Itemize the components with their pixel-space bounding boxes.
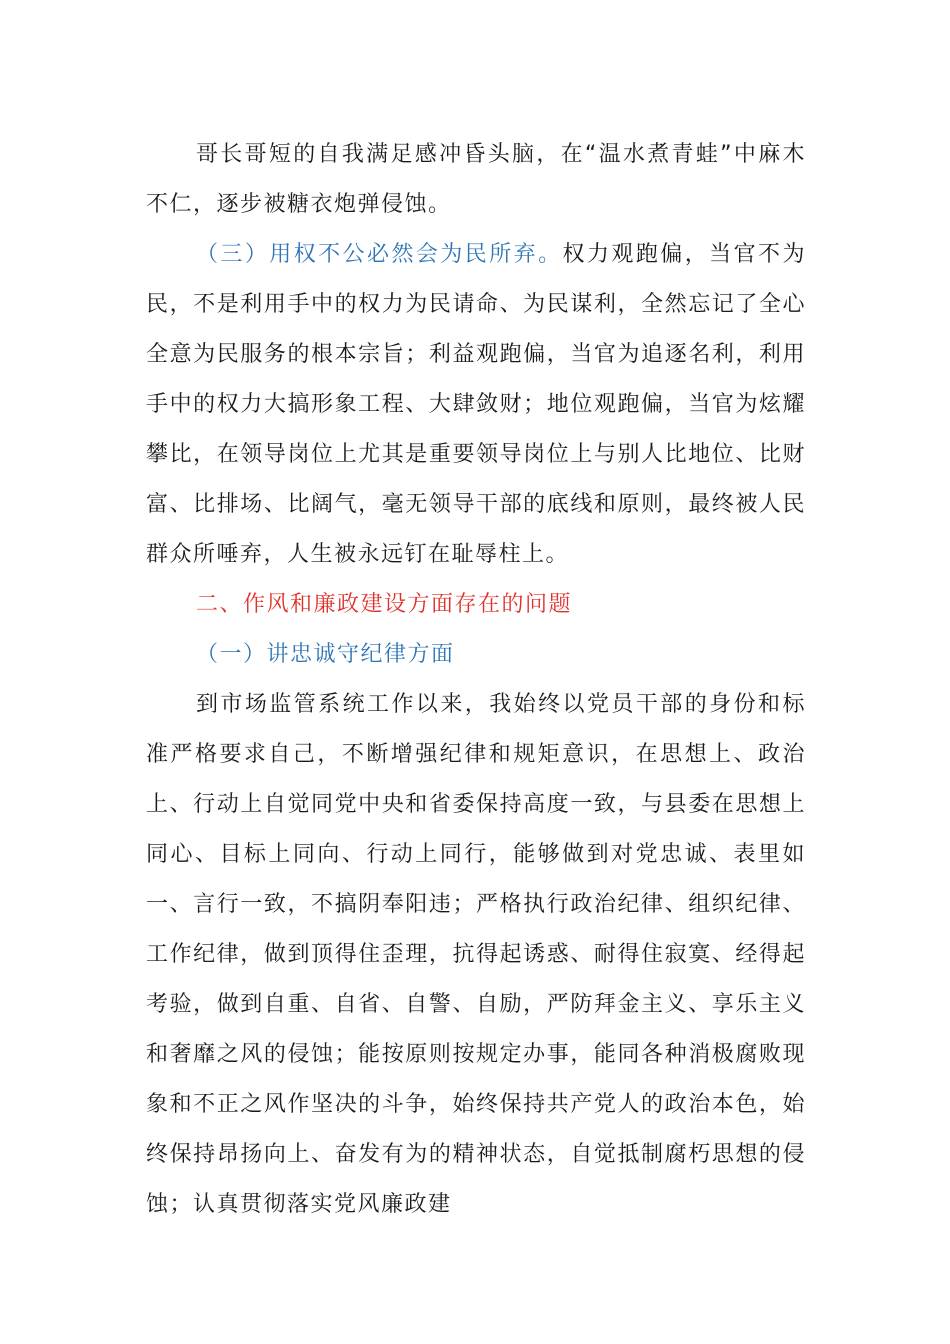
section-heading: 二、作风和廉政建设方面存在的问题 — [196, 592, 573, 617]
subheading-power-abuse: （三）用权不公必然会为民所弃。 — [196, 242, 563, 267]
subsection-heading: （一）讲忠诚守纪律方面 — [196, 642, 455, 667]
paragraph-continuation: 哥长哥短的自我满足感冲昏头脑，在“温水煮青蛙”中麻木不仁，逐步被糖衣炮弹侵蚀。 — [146, 142, 806, 217]
paragraph-loyalty-discipline: 到市场监管系统工作以来，我始终以党员干部的身份和标准严格要求自己，不断增强纪律和规矩意识，在思想上、政治上、行动上自觉同党中央和省委保持高度一致，与县委在思想上同心、目标上同向、行动上同行，能够做到对党忠诚、表里如一、言行一致，不搞阴奉阳违；严格执行政治纪律、组织纪律、工作纪律，做到顶得住歪理，抗得起诱惑、耐得住寂寞、经得起考验，做到自重、自省、自警、自励，严防拜金主义、享乐主义和奢靡之风的侵蚀；能按原则按规定办事，能同各种消极腐败现象和不正之风作坚决的斗争，始终保持共产党人的政治本色，始终保持昂扬向上、奋发有为的精神状态，自觉抵制腐朽思想的侵蚀；认真贯彻落实党风廉政建 — [146, 692, 806, 1217]
document-body — [146, 130, 806, 1230]
paragraph-power-abuse-body: 权力观跑偏，当官不为民，不是利用手中的权力为民请命、为民谋利，全然忘记了全心全意为民服务的根本宗旨；利益观跑偏，当官为追逐名利，利用手中的权力大搞形象工程、大肆敛财；地位观跑偏，当官为炫耀攀比，在领导岗位上尤其是重要领导岗位上与别人比地位、比财富、比排场、比阔气，毫无领导干部的底线和原则，最终被人民群众所唾弃，人生被永远钉在耻辱柱上。 — [146, 242, 806, 567]
paragraph-power-abuse — [146, 230, 806, 580]
